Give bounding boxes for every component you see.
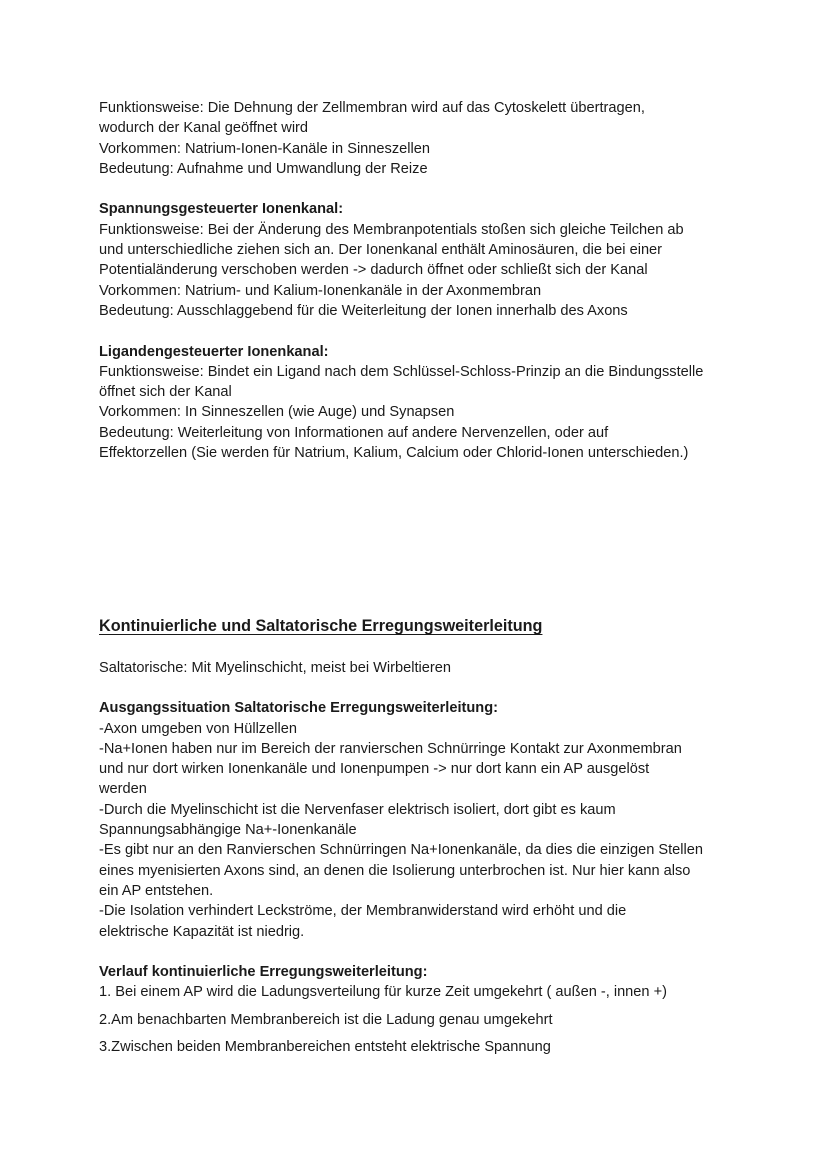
text-line: Effektorzellen (Sie werden für Natrium, Kalium, Calcium oder Chlorid-Ionen unterschieden.)	[99, 445, 689, 462]
section-heading: Ligandengesteuerter Ionenkanal:	[99, 343, 329, 360]
page-title: Kontinuierliche und Saltatorische Erregungsweiterleitung	[99, 617, 543, 636]
section-heading: Spannungsgesteuerter Ionenkanal:	[99, 201, 344, 218]
text-line: -Na+Ionen haben nur im Bereich der ranvierschen Schnürringe Kontakt zur Axonmembran	[99, 740, 682, 757]
document-page	[99, 98, 739, 1064]
section-heading: Verlauf kontinuierliche Erregungsweiterleitung:	[99, 964, 428, 981]
text-line: öffnet sich der Kanal	[99, 384, 232, 401]
text-line: Vorkommen: In Sinneszellen (wie Auge) und Synapsen	[99, 404, 455, 421]
saltatory-intro: Saltatorische: Mit Myelinschicht, meist bei Wirbeltieren	[99, 659, 451, 676]
spacer	[99, 678, 739, 698]
text-line: Funktionsweise: Die Dehnung der Zellmembran wird auf das Cytoskelett übertragen,	[99, 100, 645, 116]
list-item: 1. Bei einem AP wird die Ladungsverteilung für kurze Zeit umgekehrt ( außen -, innen +)	[99, 984, 667, 1001]
text-line: Funktionsweise: Bindet ein Ligand nach dem Schlüssel-Schloss-Prinzip an die Bindungsstelle	[99, 363, 704, 380]
text-line: elektrische Kapazität ist niedrig.	[99, 923, 305, 940]
text-line: -Es gibt nur an den Ranvierschen Schnürringen Na+Ionenkanäle, da dies die einzigen Stellen	[99, 842, 704, 859]
text-line: Bedeutung: Weiterleitung von Informationen auf andere Nervenzellen, oder auf	[99, 424, 609, 441]
text-line: Bedeutung: Aufnahme und Umwandlung der Reize	[99, 160, 428, 177]
text-line: und unterschiedliche ziehen sich an. Der Ionenkanal enthält Aminosäuren, die bei einer	[99, 242, 663, 259]
intro-block	[99, 98, 739, 179]
spacer	[99, 179, 739, 199]
text-line: und nur dort wirken Ionenkanäle und Ionenpumpen -> nur dort kann ein AP ausgelöst	[99, 761, 650, 778]
list-item: 3.Zwischen beiden Membranbereichen entsteht elektrische Spannung	[99, 1038, 551, 1055]
title-wrapper	[99, 615, 739, 637]
spacer	[99, 942, 739, 962]
text-line: ein AP entstehen.	[99, 882, 214, 899]
text-line: Spannungsabhängige Na+-Ionenkanäle	[99, 822, 357, 839]
text-line: Bedeutung: Ausschlaggebend für die Weiterleitung der Ionen innerhalb des Axons	[99, 302, 628, 319]
text-line: werden	[99, 781, 147, 798]
section-heading: Ausgangssituation Saltatorische Erregungsweiterleitung:	[99, 700, 498, 717]
text-line: -Axon umgeben von Hüllzellen	[99, 720, 297, 737]
text-line: Vorkommen: Natrium- und Kalium-Ionenkanäle in der Axonmembran	[99, 282, 542, 299]
list-item: 2.Am benachbarten Membranbereich ist die Ladung genau umgekehrt	[99, 1011, 553, 1028]
text-line: eines myenisierten Axons sind, an denen die Isolierung unterbrochen ist. Nur hier kann also	[99, 862, 691, 879]
text-line: wodurch der Kanal geöffnet wird	[99, 120, 309, 137]
text-line: -Die Isolation verhindert Leckströme, der Membranwiderstand wird erhöht und die	[99, 903, 627, 920]
initial-situation-section	[99, 698, 739, 942]
ligand-gated-section	[99, 342, 739, 464]
text-line: -Durch die Myelinschicht ist die Nervenfaser elektrisch isoliert, dort gibt es kaum	[99, 801, 616, 818]
spacer	[99, 321, 739, 341]
text-line: Vorkommen: Natrium-Ionen-Kanäle in Sinneszellen	[99, 140, 430, 157]
text-line: Funktionsweise: Bei der Änderung des Membranpotentials stoßen sich gleiche Teilchen ab	[99, 221, 684, 238]
voltage-gated-section	[99, 199, 739, 321]
text-line: Potentialänderung verschoben werden -> dadurch öffnet oder schließt sich der Kanal	[99, 262, 648, 279]
continuous-process-section	[99, 962, 739, 1057]
